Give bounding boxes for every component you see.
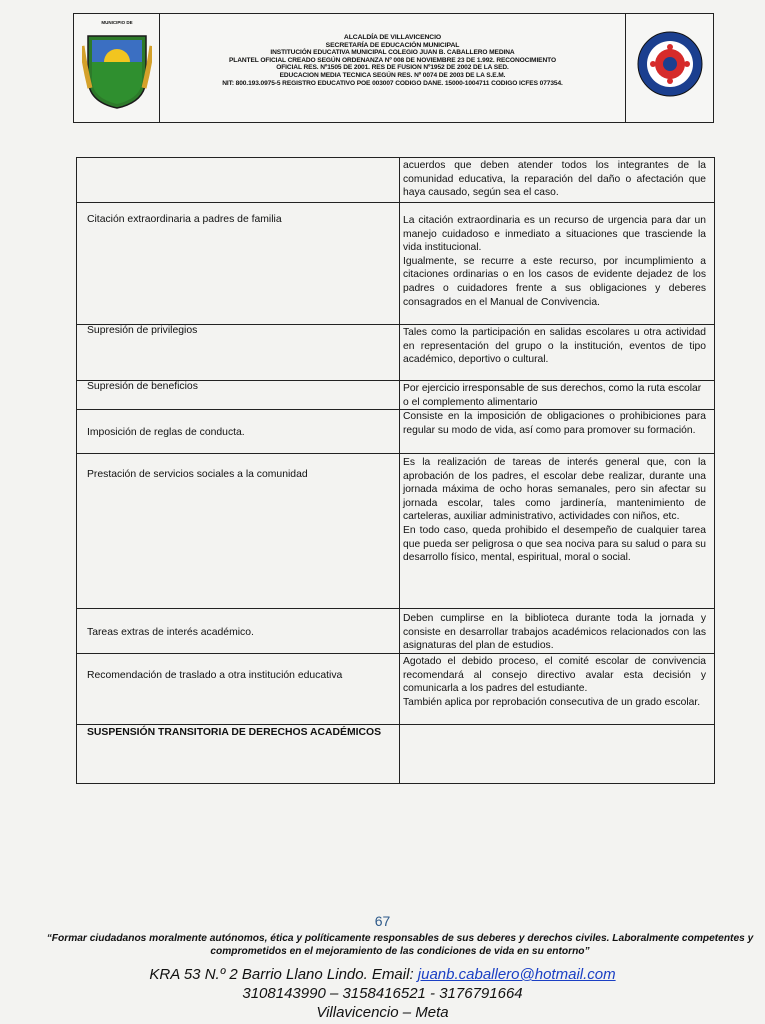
measure-label: Tareas extras de interés académico. bbox=[77, 609, 400, 653]
institution-heading bbox=[162, 34, 623, 87]
table-row bbox=[77, 325, 714, 381]
table-row bbox=[77, 381, 714, 410]
table-row bbox=[77, 725, 714, 783]
heading-line-7: NIT: 800.193.0975-5 REGISTRO EDUCATIVO POE 003007 CODIGO DANE. 15000-1004711 CODIGO ICFES 077354. bbox=[222, 79, 563, 87]
description-paragraph: En todo caso, queda prohibido el desempeño de cualquier tarea que pueda ser peligrosa o que sea nociva para su salud o para su desarrollo físico, mental, espiritual, moral o social. bbox=[403, 524, 706, 564]
measure-label: Prestación de servicios sociales a la comunidad bbox=[77, 454, 400, 608]
measure-description bbox=[400, 410, 714, 453]
description-paragraph: Tales como la participación en salidas escolares u otra actividad en representación del grupo o la institución, eventos de tipo académico, deportivo o cultural. bbox=[403, 327, 706, 366]
heading-line-3: INSTITUCIÓN EDUCATIVA MUNICIPAL COLEGIO JUAN B. CABALLERO MEDINA bbox=[270, 49, 515, 57]
measure-description bbox=[400, 203, 714, 324]
measure-description bbox=[400, 381, 714, 409]
table-row bbox=[77, 158, 714, 203]
phone-numbers: 3108143990 – 3158416521 - 3176791664 bbox=[242, 985, 523, 1002]
table-row bbox=[77, 454, 714, 609]
description-paragraph: Consiste en la imposición de obligaciones o prohibiciones para regular su modo de vida, así como para promover su formación. bbox=[403, 411, 706, 436]
measure-label: Supresión de beneficios bbox=[77, 381, 400, 409]
page-number: 67 bbox=[374, 913, 391, 929]
address-text: KRA 53 N.º 2 Barrio Llano Lindo. Email: bbox=[149, 966, 418, 983]
description-paragraph: Deben cumplirse en la biblioteca durante toda la jornada y consiste en desarrollar trabajos académicos relacionados con las asignaturas del plan de estudios. bbox=[403, 613, 706, 652]
institution-slogan: “Formar ciudadanos moralmente autónomos, ética y políticamente responsables de sus deberes y derechos civiles. Laboralmente competentes y comprometidos en el mejoramiento de las condiciones de vida en su entorno” bbox=[46, 933, 754, 957]
description-paragraph: Igualmente, se recurre a este recurso, por incumplimiento a citaciones ordinarias o en los casos de evidente dejadez de los padres o cuidadores frente a sus obligaciones y deberes consagrados en el Manual de Convivencia. bbox=[403, 255, 706, 308]
measure-label bbox=[77, 158, 400, 202]
table-row bbox=[77, 654, 714, 725]
school-logo bbox=[625, 14, 713, 122]
address-line bbox=[0, 965, 765, 984]
description-paragraph: También aplica por reprobación consecutiva de un grado escolar. bbox=[403, 696, 701, 708]
heading-line-5: OFICIAL RES. Nº1505 DE 2001. RES DE FUSION Nº1952 DE 2002 DE LA SED. bbox=[276, 64, 509, 72]
table-row bbox=[77, 609, 714, 654]
table-row bbox=[77, 410, 714, 454]
description-paragraph: Por ejercicio irresponsable de sus derechos, como la ruta escolar o el complemento alimentario bbox=[403, 383, 702, 408]
school-seal-icon bbox=[636, 30, 704, 98]
description-paragraph: La citación extraordinaria es un recurso de urgencia para dar un manejo cuidadoso e inmediato a situaciones que trasciende la vida institucional. bbox=[403, 215, 706, 254]
email-link[interactable]: juanb.caballero@hotmail.com bbox=[417, 966, 616, 983]
heading-line-2: SECRETARÍA DE EDUCACIÓN MUNICIPAL bbox=[325, 41, 460, 49]
measure-description bbox=[400, 325, 714, 380]
city-text: Villavicencio – Meta bbox=[316, 1004, 449, 1021]
measure-label: Supresión de privilegios bbox=[77, 325, 400, 380]
table-row bbox=[77, 203, 714, 325]
measure-label: SUSPENSIÓN TRANSITORIA DE DERECHOS ACADÉMICOS bbox=[77, 725, 400, 783]
measure-label: Recomendación de traslado a otra institución educativa bbox=[77, 654, 400, 724]
measure-description bbox=[400, 654, 714, 724]
contact-block bbox=[0, 965, 765, 1022]
description-paragraph: Es la realización de tareas de interés general que, con la aprobación de los padres, el escolar debe realizar, durante una jornada máxima de ocho horas semanales, pero sin afectar su jornada escolar, tales como jardinería, mantenimiento de carteleras, auxiliar administrativo, actividades con niños, etc. bbox=[403, 457, 706, 523]
letterhead bbox=[73, 13, 714, 123]
municipal-shield-icon bbox=[82, 28, 152, 110]
description-paragraph: acuerdos que deben atender todos los integrantes de la comunidad educativa, la reparación del daño o afectación que haya causado, según sea el caso. bbox=[403, 160, 706, 199]
municipal-logo-text: MUNICIPIO DE bbox=[101, 20, 133, 25]
measures-table bbox=[76, 157, 715, 784]
heading-line-4: PLANTEL OFICIAL CREADO SEGÚN ORDENANZA Nº 008 DE NOVIEMBRE 23 DE 1.992. RECONOCIMIENTO bbox=[229, 56, 556, 64]
measure-label: Citación extraordinaria a padres de familia bbox=[77, 203, 400, 324]
measure-description bbox=[400, 158, 714, 202]
measure-description bbox=[400, 725, 714, 783]
description-paragraph: Agotado el debido proceso, el comité escolar de convivencia recomendará al consejo directivo avalar esta decisión y comunicarla a los padres del estudiante. bbox=[403, 656, 706, 695]
heading-line-6: EDUCACION MEDIA TECNICA SEGÚN RES. Nº 0074 DE 2003 DE LA S.E.M. bbox=[279, 71, 506, 79]
heading-line-1: ALCALDÍA DE VILLAVICENCIO bbox=[343, 34, 442, 41]
measure-label: Imposición de reglas de conducta. bbox=[77, 410, 400, 453]
measure-description bbox=[400, 609, 714, 653]
measure-description bbox=[400, 454, 714, 608]
municipal-logo bbox=[74, 14, 160, 122]
